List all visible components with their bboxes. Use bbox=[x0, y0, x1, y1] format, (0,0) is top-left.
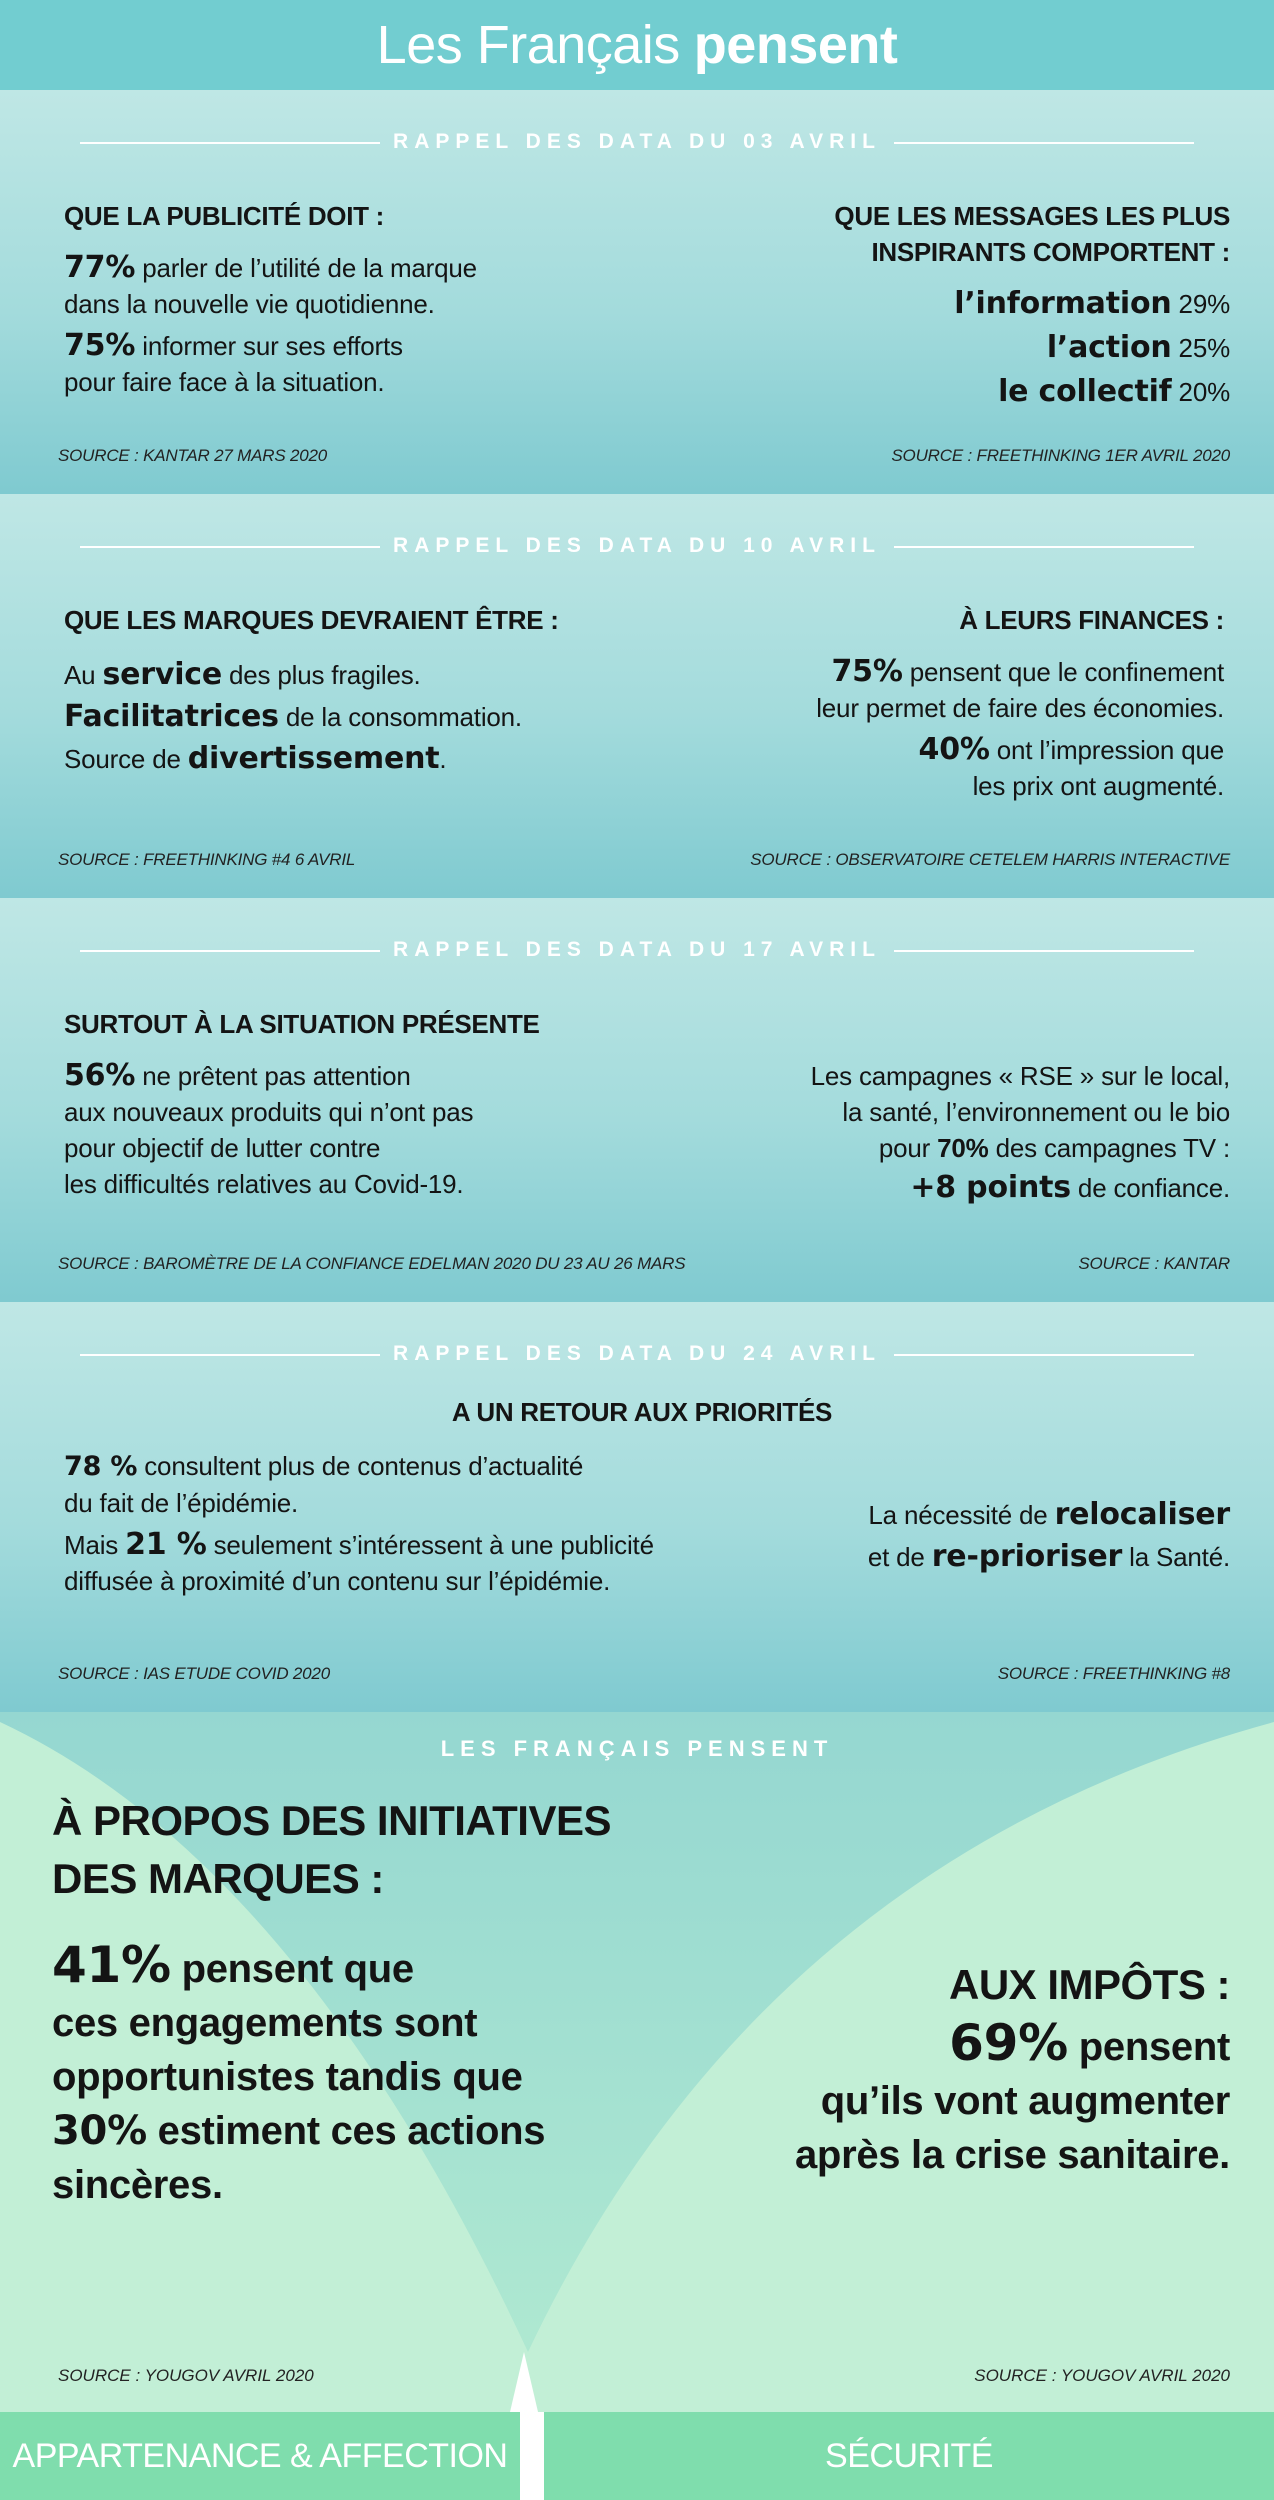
keyword-re-prioriser: re-prioriser bbox=[931, 1539, 1123, 1574]
left-text bbox=[64, 1448, 654, 1599]
section-03-avril bbox=[0, 90, 1274, 494]
text: des plus fragiles. bbox=[222, 660, 421, 690]
page-header bbox=[0, 0, 1274, 90]
stat-text: pour faire face à la situation. bbox=[64, 367, 385, 397]
keyword-facilitatrices: Facilitatrices bbox=[64, 699, 279, 734]
stat-text: informer sur ses efforts bbox=[135, 331, 403, 361]
text: pour bbox=[878, 1133, 938, 1163]
section-title: RAPPEL DES DATA DU 24 AVRIL bbox=[393, 1342, 881, 1365]
text: pour objectif de lutter contre bbox=[64, 1133, 381, 1163]
section-10-avril bbox=[0, 494, 1274, 898]
text: les difficultés relatives au Covid-19. bbox=[64, 1169, 464, 1199]
text: Source de bbox=[64, 744, 188, 774]
source-right: SOURCE : OBSERVATOIRE CETELEM HARRIS INTERACTIVE bbox=[750, 850, 1230, 869]
stat-text: dans la nouvelle vie quotidienne. bbox=[64, 289, 435, 319]
heading-line: DES MARQUES : bbox=[52, 1855, 384, 1902]
text: leur permet de faire des économies. bbox=[816, 693, 1224, 723]
source-left: SOURCE : YOUGOV AVRIL 2020 bbox=[58, 2366, 314, 2385]
pct: 20% bbox=[1171, 377, 1230, 407]
source-left: SOURCE : BAROMÈTRE DE LA CONFIANCE EDELMAN 2020 DU 23 AU 26 MARS bbox=[58, 1254, 686, 1273]
stat-text: parler de l’utilité de la marque bbox=[135, 253, 477, 283]
stat-77: 77% bbox=[64, 250, 136, 285]
source-left: SOURCE : FREETHINKING #4 6 AVRIL bbox=[58, 850, 356, 869]
source-left: SOURCE : KANTAR 27 MARS 2020 bbox=[58, 446, 328, 465]
footer-appartenance: APPARTENANCE & AFFECTION bbox=[0, 2412, 520, 2500]
text: des campagnes TV : bbox=[988, 1133, 1230, 1163]
bottom-section bbox=[0, 1712, 1274, 2412]
header-title-bold: pensent bbox=[693, 15, 898, 75]
text: diffusée à proximité d’un contenu sur l’épidémie. bbox=[64, 1566, 611, 1596]
keyword-divertissement: divertissement bbox=[187, 741, 440, 776]
text: estiment ces actions bbox=[146, 2109, 546, 2153]
stat-40: 40% bbox=[918, 732, 990, 767]
section-24-avril bbox=[0, 1302, 1274, 1712]
stat-75: 75% bbox=[831, 654, 903, 689]
text: ne prêtent pas attention bbox=[135, 1061, 411, 1091]
left-heading: QUE LES MARQUES DEVRAIENT ÊTRE : bbox=[64, 605, 559, 635]
keyword-relocaliser: relocaliser bbox=[1054, 1497, 1230, 1532]
text: la santé, l’environnement ou le bio bbox=[842, 1097, 1230, 1127]
right-text bbox=[816, 654, 1224, 804]
bottom-title: LES FRANÇAIS PENSENT bbox=[440, 1736, 834, 1761]
source-right: SOURCE : FREETHINKING 1ER AVRIL 2020 bbox=[891, 446, 1230, 465]
text: de confiance. bbox=[1070, 1173, 1230, 1203]
section-title: RAPPEL DES DATA DU 10 AVRIL bbox=[393, 534, 881, 557]
source-left: SOURCE : IAS ETUDE COVID 2020 bbox=[58, 1664, 330, 1683]
left-text bbox=[64, 654, 522, 780]
text: consultent plus de contenus d’actualité bbox=[137, 1451, 584, 1481]
text: pensent que le confinement bbox=[902, 657, 1224, 687]
bottom-right-heading: AUX IMPÔTS : bbox=[948, 1961, 1230, 2008]
text: du fait de l’épidémie. bbox=[64, 1488, 299, 1518]
text: ces engagements sont bbox=[52, 2001, 478, 2045]
left-heading: SURTOUT À LA SITUATION PRÉSENTE bbox=[64, 1009, 540, 1039]
text: Les campagnes « RSE » sur le local, bbox=[810, 1061, 1230, 1091]
text: de la consommation. bbox=[278, 702, 522, 732]
text: et de bbox=[867, 1542, 932, 1572]
bottom-right-text bbox=[795, 2016, 1230, 2182]
right-heading-line: INSPIRANTS COMPORTENT : bbox=[871, 237, 1230, 267]
stat-41: 41% bbox=[52, 1936, 171, 1994]
keyword-service: service bbox=[102, 657, 223, 692]
pct: 25% bbox=[1171, 333, 1230, 363]
heading-line: À PROPOS DES INITIATIVES bbox=[52, 1797, 611, 1844]
right-text bbox=[868, 1494, 1230, 1578]
right-heading: À LEURS FINANCES : bbox=[959, 605, 1224, 635]
text: après la crise sanitaire. bbox=[794, 2133, 1230, 2177]
text: la Santé. bbox=[1122, 1542, 1230, 1572]
stat-70: 70% bbox=[937, 1133, 989, 1163]
text: pensent que bbox=[170, 1947, 414, 1991]
center-heading: A UN RETOUR AUX PRIORITÉS bbox=[451, 1397, 833, 1427]
right-heading-line: QUE LES MESSAGES LES PLUS bbox=[834, 201, 1230, 231]
text: seulement s’intéressent à une publicité bbox=[206, 1530, 654, 1560]
right-heading bbox=[834, 198, 1230, 270]
stat-78: 78 % bbox=[64, 1451, 138, 1482]
stat-30: 30% bbox=[52, 2108, 147, 2154]
footer-securite: SÉCURITÉ bbox=[544, 2412, 1274, 2500]
stat-56: 56% bbox=[64, 1058, 136, 1093]
pct: 29% bbox=[1171, 289, 1230, 319]
text: La nécessité de bbox=[868, 1500, 1055, 1530]
section-17-avril bbox=[0, 898, 1274, 1302]
bottom-left-text bbox=[52, 1938, 545, 2212]
text: sincères. bbox=[52, 2163, 223, 2207]
header-title-light: Les Français bbox=[376, 15, 680, 75]
source-right: SOURCE : FREETHINKING #8 bbox=[997, 1664, 1230, 1683]
section-title: RAPPEL DES DATA DU 03 AVRIL bbox=[393, 130, 881, 153]
text: Mais bbox=[64, 1530, 126, 1560]
keyword-collectif: le collectif bbox=[998, 374, 1172, 409]
text: opportunistes tandis que bbox=[52, 2055, 523, 2099]
text: ont l’impression que bbox=[989, 735, 1224, 765]
text: aux nouveaux produits qui n’ont pas bbox=[64, 1097, 474, 1127]
text: les prix ont augmenté. bbox=[972, 771, 1224, 801]
left-text bbox=[64, 250, 477, 400]
left-heading: QUE LA PUBLICITÉ DOIT : bbox=[64, 201, 385, 231]
stat-21: 21 % bbox=[125, 1527, 207, 1562]
stat-69: 69% bbox=[949, 2014, 1068, 2072]
left-text bbox=[64, 1058, 473, 1202]
right-text bbox=[954, 282, 1230, 414]
text: qu’ils vont augmenter bbox=[820, 2079, 1230, 2123]
bottom-left-heading bbox=[52, 1792, 611, 1908]
source-right: SOURCE : YOUGOV AVRIL 2020 bbox=[974, 2366, 1230, 2385]
keyword-information: l’information bbox=[954, 286, 1172, 321]
stat-plus-8-points: +8 points bbox=[910, 1170, 1071, 1205]
text: pensent bbox=[1067, 2025, 1230, 2069]
source-right: SOURCE : KANTAR bbox=[1078, 1254, 1230, 1273]
right-text bbox=[811, 1058, 1230, 1206]
text: Au bbox=[64, 660, 103, 690]
section-title: RAPPEL DES DATA DU 17 AVRIL bbox=[393, 938, 881, 961]
keyword-action: l’action bbox=[1046, 330, 1172, 365]
stat-75: 75% bbox=[64, 328, 136, 363]
text: . bbox=[439, 744, 447, 774]
